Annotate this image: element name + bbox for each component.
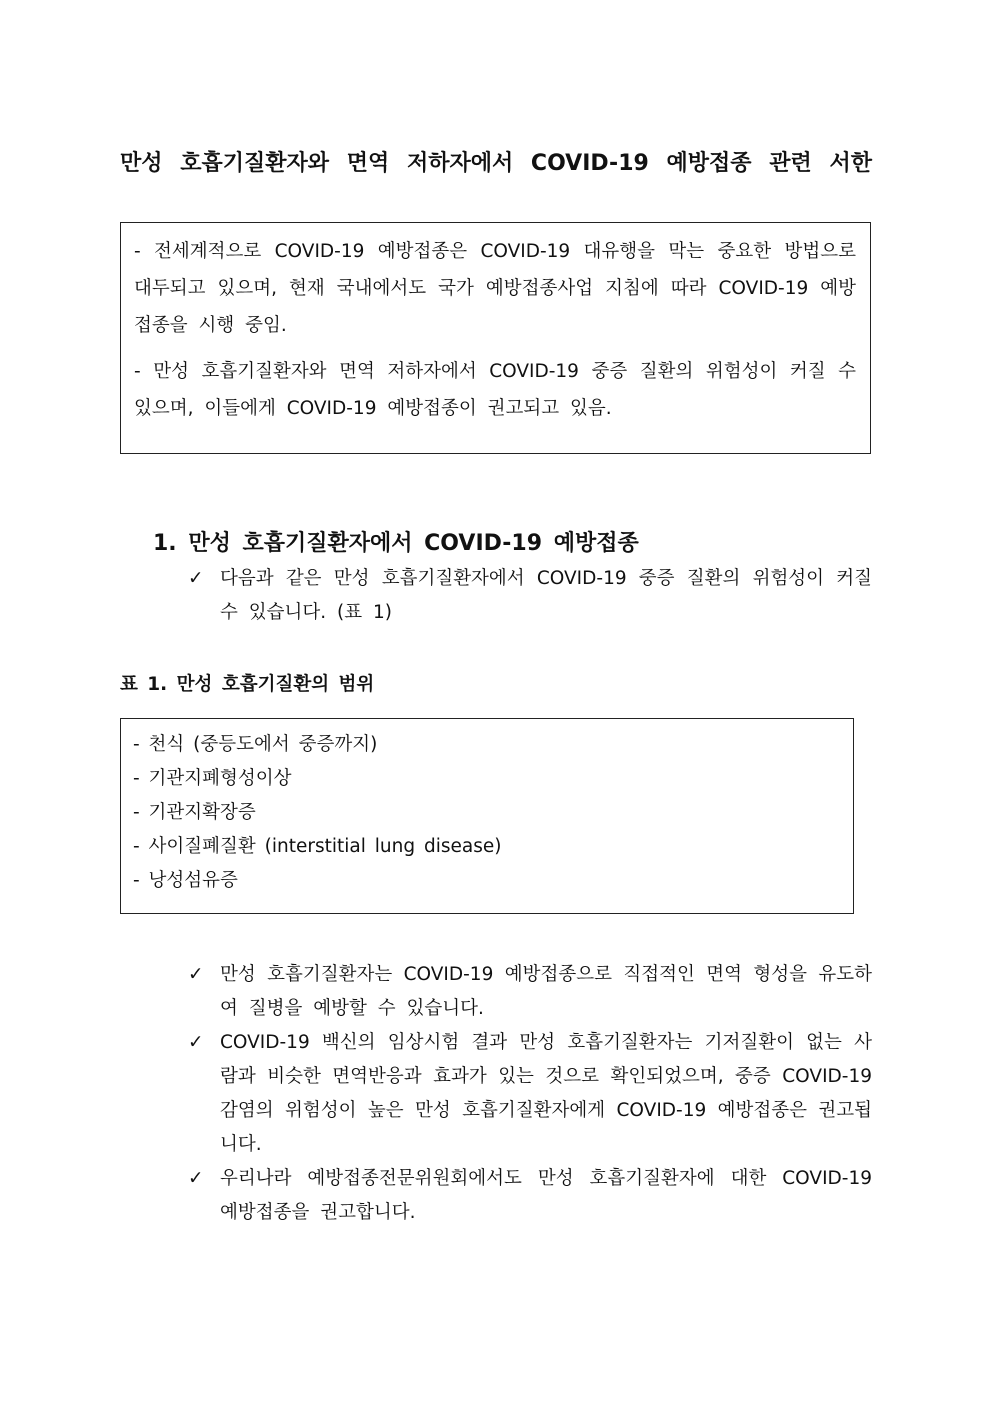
table-row: - 기관지확장증 bbox=[133, 802, 256, 823]
summary-paragraph: - 만성 호흡기질환자와 면역 저하자에서 COVID-19 중증 질환의 위험성이 커질 수 있으며, 이들에게 COVID-19 예방접종이 권고되고 있음. bbox=[134, 361, 856, 419]
list-item bbox=[188, 562, 872, 630]
checkmark-icon: ✓ bbox=[188, 568, 204, 589]
list-item bbox=[188, 1162, 872, 1230]
list-item-text: 만성 호흡기질환자는 COVID-19 예방접종으로 직접적인 면역 형성을 유도하여 질병을 예방할 수 있습니다. bbox=[220, 964, 872, 1019]
table-caption: 표 1. 만성 호흡기질환의 범위 bbox=[120, 674, 375, 695]
list-item-text: 다음과 같은 만성 호흡기질환자에서 COVID-19 중증 질환의 위험성이 커질 수 있습니다. (표 1) bbox=[220, 568, 872, 623]
disease-scope-table bbox=[120, 718, 854, 914]
checkmark-icon: ✓ bbox=[188, 1032, 204, 1053]
table-row: - 사이질폐질환 (interstitial lung disease) bbox=[133, 836, 502, 857]
list-item-text: 우리나라 예방접종전문위원회에서도 만성 호흡기질환자에 대한 COVID-19 예방접종을 권고합니다. bbox=[220, 1168, 872, 1223]
list-item-text: COVID-19 백신의 임상시험 결과 만성 호흡기질환자는 기저질환이 없는 사람과 비슷한 면역반응과 효과가 있는 것으로 확인되었으며, 중증 COVID-19 감염의 위험성이 높은 만성 호흡기질환자에게 COVID-19 예방접종은 권고됩니다. bbox=[220, 1032, 872, 1155]
summary-paragraph: - 전세계적으로 COVID-19 예방접종은 COVID-19 대유행을 막는 중요한 방법으로 대두되고 있으며, 현재 국내에서도 국가 예방접종사업 지침에 따라 COVID-19 예방접종을 시행 중임. bbox=[134, 241, 856, 336]
summary-box bbox=[120, 222, 871, 454]
table-row: - 천식 (중등도에서 중증까지) bbox=[133, 734, 378, 755]
table-row: - 낭성섬유증 bbox=[133, 870, 238, 891]
document-title: 만성 호흡기질환자와 면역 저하자에서 COVID-19 예방접종 관련 서한 bbox=[120, 151, 872, 176]
checkmark-icon: ✓ bbox=[188, 1168, 204, 1189]
recommendation-check-list bbox=[188, 958, 872, 1230]
list-item bbox=[188, 958, 872, 1026]
table-row: - 기관지폐형성이상 bbox=[133, 768, 292, 789]
intro-check-list bbox=[188, 562, 872, 630]
section-heading: 1. 만성 호흡기질환자에서 COVID-19 예방접종 bbox=[153, 531, 639, 556]
checkmark-icon: ✓ bbox=[188, 964, 204, 985]
list-item bbox=[188, 1026, 872, 1162]
